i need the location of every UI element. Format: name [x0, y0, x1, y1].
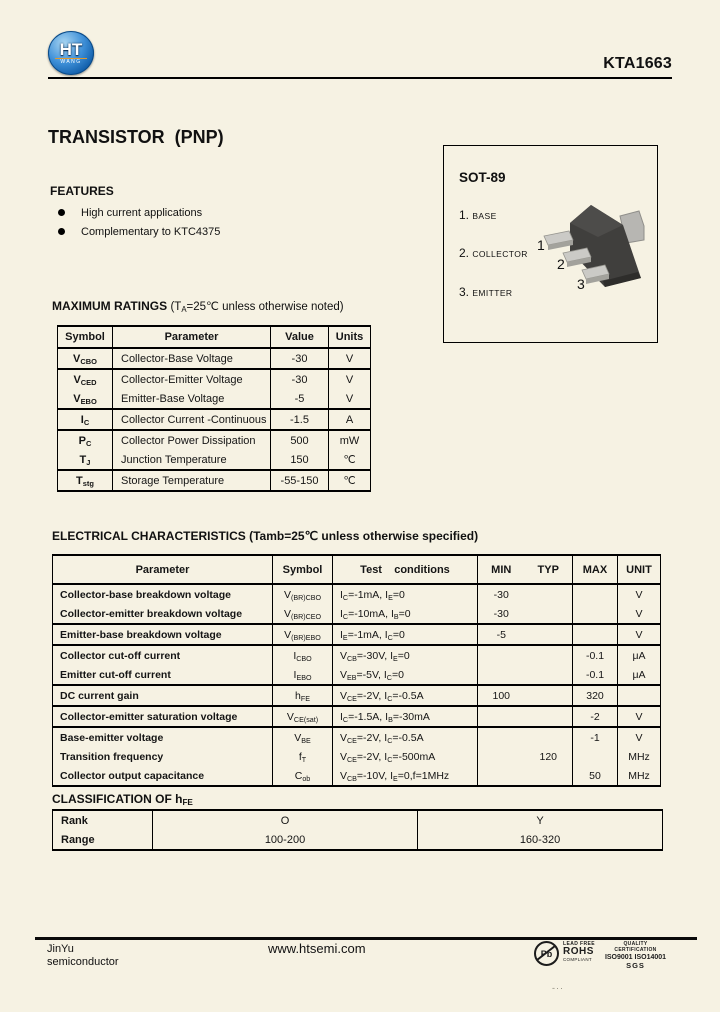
parameter-cell: Base-emitter voltage: [53, 727, 273, 747]
table-row: [53, 645, 661, 665]
unit-cell: MHz: [628, 750, 650, 763]
value-cell: 150: [271, 450, 329, 470]
col-symbol: Symbol: [58, 326, 113, 348]
min-cell: 100: [478, 685, 525, 706]
unit-cell: μA: [632, 649, 646, 662]
col-test-conditions: Test conditions: [333, 555, 478, 584]
unit-cell: V: [618, 604, 661, 624]
units-cell: V: [329, 389, 371, 409]
parameter-cell: Transition frequency: [53, 747, 273, 766]
bullet-icon: [58, 228, 65, 235]
col-units: Units: [329, 326, 371, 348]
parameter-cell: Storage Temperature: [113, 470, 271, 491]
value-cell: 500: [271, 430, 329, 450]
symbol-cell: $V_{CED}$: [58, 369, 113, 389]
lead-free-pb-icon: [534, 941, 559, 966]
symbol-cell: $C_{ob}$: [273, 766, 333, 786]
table-row: [58, 450, 371, 470]
symbol-cell: $T_{stg}$: [58, 470, 113, 491]
quality-text: QUALITY: [623, 941, 648, 947]
min-cell: [478, 665, 525, 685]
symbol-cell: $V_{(BR)CBO}$: [273, 584, 333, 604]
max-ratings-heading: [52, 299, 344, 313]
parameter-cell: DC current gain: [53, 685, 273, 706]
symbol-cell: $T_J$: [58, 450, 113, 470]
max-ratings-heading-bold: MAXIMUM RATINGS: [52, 299, 168, 313]
header-divider: [48, 77, 672, 79]
table-row: [53, 766, 661, 786]
symbol-cell: $I_{CBO}$: [273, 645, 333, 665]
unit-cell: V: [618, 706, 661, 727]
min-cell: -5: [478, 624, 525, 645]
value-cell: -30: [271, 369, 329, 389]
rank-label-cell: Rank: [53, 810, 153, 830]
pin-number: 3.: [459, 285, 470, 299]
typ-cell: [525, 685, 573, 706]
table-row: [58, 348, 371, 369]
unit-cell: V: [618, 624, 661, 645]
max-cell: 320: [573, 685, 618, 706]
table-row: [53, 747, 661, 766]
lead-number-2: 2: [557, 256, 565, 272]
certification-badges: [534, 941, 666, 970]
symbol-cell: $I_{EBO}$: [273, 665, 333, 685]
ht-logo-subtext: WANG: [60, 58, 82, 65]
page-title: TRANSISTOR (PNP): [48, 127, 224, 147]
parameter-cell: Collector-emitter saturation voltage: [53, 706, 273, 727]
typ-cell: [525, 706, 573, 727]
iso-text: ISO9001 ISO14001: [604, 954, 667, 961]
features-heading: FEATURES: [50, 184, 114, 198]
min-cell: [478, 706, 525, 727]
col-min: MIN: [478, 555, 525, 584]
parameter-cell: Collector-base breakdown voltage: [53, 584, 273, 604]
conditions-cell: $V_{CE}=-2V$, $I_C=-0.5A$: [333, 685, 478, 706]
electrical-heading: ELECTRICAL CHARACTERISTICS (Tamb=25℃ unless otherwise specified): [52, 529, 479, 543]
typ-cell: [525, 766, 573, 786]
conditions-cell: $V_{EB}=-5V$, $I_C=0$: [333, 665, 478, 685]
table-row: [58, 430, 371, 450]
parameter-cell: Collector output capacitance: [53, 766, 273, 786]
col-symbol: Symbol: [273, 555, 333, 584]
max-cell: -0.1: [573, 645, 618, 665]
rank-o-cell: O: [153, 810, 418, 830]
ht-logo-text: HT: [59, 39, 83, 59]
conditions-cell: $V_{CB}=-10V$, $I_E=0,f=1MHz$: [333, 766, 478, 786]
ht-logo: [48, 31, 94, 75]
unit-cell: [618, 685, 661, 706]
parameter-cell: Collector-emitter breakdown voltage: [53, 604, 273, 624]
table-row: [53, 706, 661, 727]
classification-heading: CLASSIFICATION OF $h_{FE}$: [52, 792, 193, 807]
symbol-cell: $I_C$: [58, 409, 113, 430]
table-row: [53, 685, 661, 706]
unit-cell: MHz: [628, 769, 650, 782]
typ-cell: [525, 584, 573, 604]
symbol-cell: $V_{CBO}$: [58, 348, 113, 369]
table-header-row: [58, 326, 371, 348]
col-parameter: Parameter: [113, 326, 271, 348]
website-text: www.htsemi.com: [268, 941, 366, 956]
parameter-cell: Emitter-base breakdown voltage: [53, 624, 273, 645]
conditions-cell: $V_{CB}=-30V$, $I_E=0$: [333, 645, 478, 665]
quality-cert-badge: [605, 941, 666, 970]
max-cell: 50: [573, 766, 618, 786]
parameter-cell: Collector Current -Continuous: [113, 409, 271, 430]
value-cell: -1.5: [271, 409, 329, 430]
pin-label: BASE: [472, 211, 497, 221]
symbol-cell: $V_{(BR)EBO}$: [273, 624, 333, 645]
unit-cell: V: [635, 731, 643, 744]
min-cell: -30: [493, 588, 509, 601]
classification-table: [52, 809, 663, 851]
feature-text: Complementary to KTC4375: [81, 225, 221, 238]
table-row: [58, 470, 371, 491]
col-typ: TYP: [525, 555, 573, 584]
rohs-lead-free-text: LEAD FREE: [563, 941, 595, 947]
units-cell: V: [329, 348, 371, 369]
typ-cell: [525, 604, 573, 624]
typ-cell: [525, 645, 573, 665]
max-cell: -0.1: [573, 665, 618, 685]
rohs-text: ROHS: [563, 946, 594, 957]
symbol-cell: $V_{BE}$: [273, 727, 333, 747]
units-cell: V: [345, 373, 354, 386]
conditions-cell: $I_C=-1mA$, $I_E=0$: [333, 584, 478, 604]
table-row: [53, 810, 663, 830]
max-cell: -2: [573, 706, 618, 727]
feature-item: [58, 222, 220, 241]
conditions-cell: $V_{CE}=-2V$, $I_C=-0.5A$: [333, 727, 478, 747]
max-cell: -1: [573, 727, 618, 747]
table-header-row: [53, 555, 661, 584]
symbol-cell: $V_{(BR)CEO}$: [273, 604, 333, 624]
units-cell: ℃: [329, 450, 371, 470]
parameter-cell: Junction Temperature: [113, 450, 271, 470]
typ-cell: [525, 624, 573, 645]
parameter-cell: Emitter-Base Voltage: [113, 389, 271, 409]
parameter-cell: Collector-Emitter Voltage: [113, 369, 271, 389]
col-unit: UNIT: [618, 555, 661, 584]
features-list: [58, 203, 220, 241]
col-max: MAX: [573, 555, 618, 584]
max-cell: [573, 747, 618, 766]
parameter-cell: Emitter cut-off current: [53, 665, 273, 685]
table-row: [53, 624, 661, 645]
conditions-cell: $I_E=-1mA$, $I_C=0$: [333, 624, 478, 645]
typ-cell: [525, 727, 573, 747]
unit-cell: V: [635, 588, 643, 601]
pin-number: 1.: [459, 208, 470, 222]
max-cell: [573, 584, 618, 604]
part-number: KTA1663: [603, 55, 672, 72]
max-cell: [573, 604, 618, 624]
electrical-table: [52, 554, 661, 787]
min-cell: [478, 645, 525, 665]
table-row: [53, 727, 661, 747]
package-name: SOT-89: [459, 170, 506, 185]
table-row: [58, 369, 371, 389]
max-ratings-heading-note: ($T_A=25℃$ unless otherwise noted): [170, 301, 344, 314]
sot89-package-drawing: [536, 188, 654, 310]
symbol-cell: $V_{EBO}$: [58, 389, 113, 409]
table-row: [53, 604, 661, 624]
col-parameter: Parameter: [53, 555, 273, 584]
pin-list-item: [459, 285, 512, 299]
pin-list-item: [459, 246, 528, 260]
conditions-cell: $I_C=-10mA$, $I_B=0$: [333, 604, 478, 624]
company-name: [47, 943, 119, 969]
range-label-cell: Range: [53, 830, 153, 850]
min-cell: -30: [478, 604, 525, 624]
pin-label: COLLECTOR: [472, 249, 528, 259]
range-o-cell: 100-200: [153, 830, 418, 850]
symbol-cell: $P_C$: [58, 430, 113, 450]
lead-number-3: 3: [577, 276, 585, 292]
conditions-cell: $V_{CE}=-2V$, $I_C=-500mA$: [333, 747, 478, 766]
symbol-cell: $f_T$: [273, 747, 333, 766]
table-row: [53, 584, 661, 604]
parameter-cell: Collector-Base Voltage: [113, 348, 271, 369]
scan-artifact-dots: -··: [552, 983, 564, 993]
conditions-cell: $I_C=-1.5A$, $I_B=-30mA$: [333, 706, 478, 727]
pin-label: EMITTER: [472, 288, 513, 298]
max-cell: [573, 624, 618, 645]
max-ratings-table: [57, 325, 371, 492]
value-cell: -55-150: [271, 470, 329, 491]
feature-text: High current applications: [81, 206, 203, 219]
typ-cell: 120: [525, 747, 573, 766]
col-value: Value: [271, 326, 329, 348]
pin-list-item: [459, 208, 497, 222]
symbol-cell: $V_{CE(sat)}$: [273, 706, 333, 727]
rohs-badge: [563, 941, 595, 962]
company-line2: semiconductor: [47, 956, 119, 968]
min-cell: [478, 747, 525, 766]
value-cell: -5: [271, 389, 329, 409]
lead-number-1: 1: [537, 237, 545, 253]
package-box: [443, 145, 658, 343]
units-cell: A: [329, 409, 371, 430]
table-row: [53, 830, 663, 850]
footer-divider: [35, 937, 697, 940]
value-cell: -30: [271, 348, 329, 369]
typ-cell: [525, 665, 573, 685]
bullet-icon: [58, 209, 65, 216]
pin-number: 2.: [459, 246, 470, 260]
units-cell: ℃: [343, 475, 356, 487]
feature-item: [58, 203, 220, 222]
range-y-cell: 160-320: [519, 833, 561, 846]
units-cell: mW: [339, 434, 360, 447]
pb-text: Pb: [540, 948, 553, 959]
certification-text: CERTIFICATION: [614, 947, 657, 953]
table-row: [58, 389, 371, 409]
company-line1: JinYu: [47, 943, 74, 955]
unit-cell: μA: [618, 665, 661, 685]
rank-y-cell: Y: [536, 814, 544, 827]
parameter-cell: Collector Power Dissipation: [113, 430, 271, 450]
min-cell: [478, 727, 525, 747]
table-row: [53, 665, 661, 685]
table-row: [58, 409, 371, 430]
rohs-compliant-text: COMPLIANT: [563, 957, 592, 962]
sgs-text: SGS: [626, 961, 645, 970]
symbol-cell: $h_{FE}$: [273, 685, 333, 706]
parameter-cell: Collector cut-off current: [53, 645, 273, 665]
min-cell: [478, 766, 525, 786]
